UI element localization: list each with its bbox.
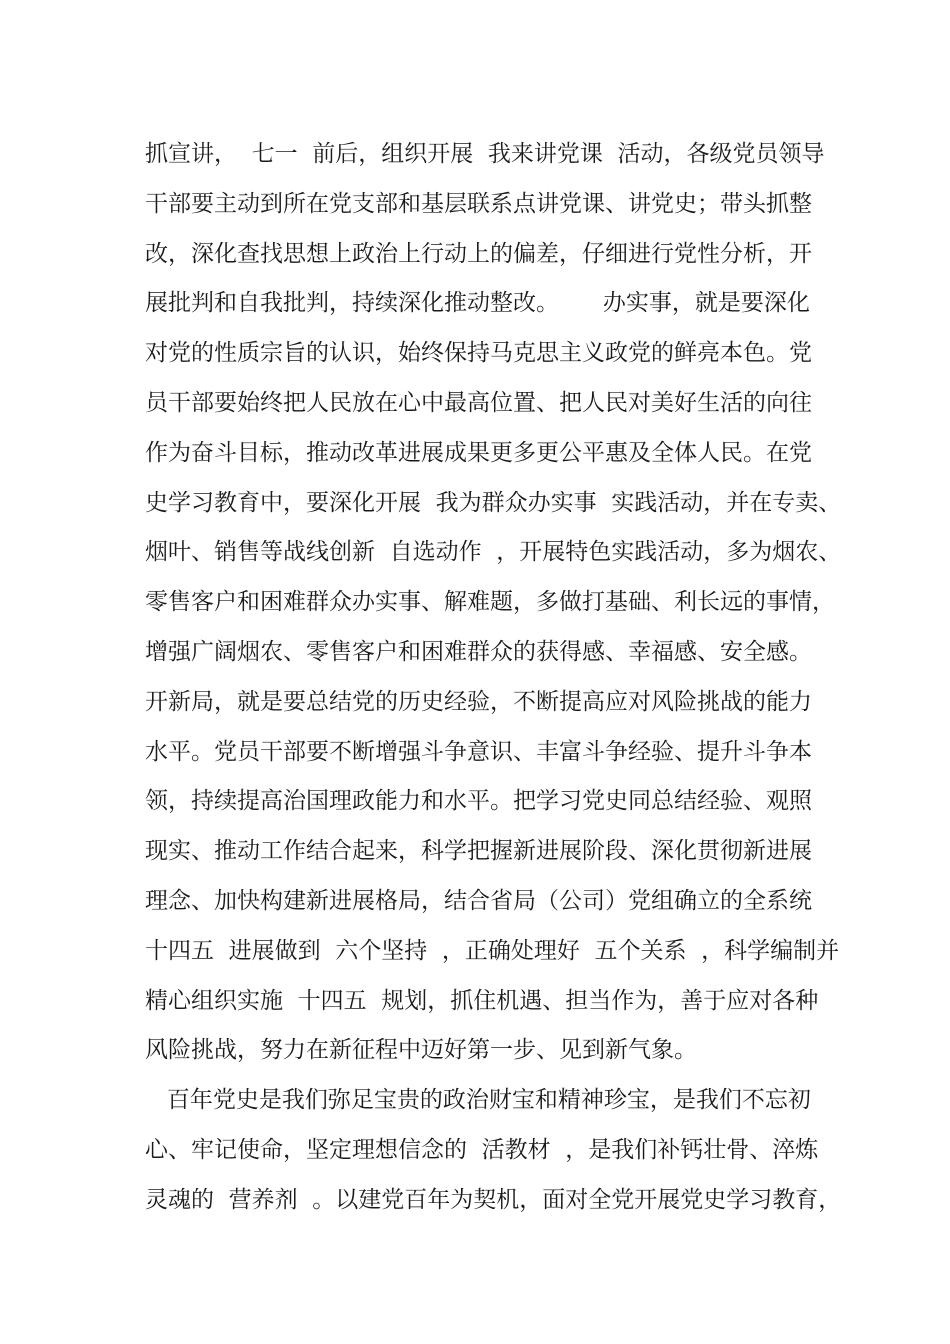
text-line: 风险挑战，努力在新征程中迈好第一步、见到新气象。	[145, 1037, 697, 1064]
body-text	[145, 130, 845, 1226]
text-line: 改，深化查找思想上政治上行动上的偏差，仔细进行党性分析，开	[145, 240, 812, 267]
text-line: 员干部要始终把人民放在心中最高位置、把人民对美好生活的向往	[145, 389, 812, 416]
text-line: 十四五 进展做到 六个坚持 ，正确处理好 五个关系 ，科学编制并	[145, 937, 840, 964]
text-line: 干部要主动到所在党支部和基层联系点讲党课、讲党史；带头抓整	[145, 190, 812, 217]
text-line: 抓宣讲， 七一 前后，组织开展 我来讲党课 活动，各级党员领导	[145, 141, 825, 167]
text-line: 对党的性质宗旨的认识，始终保持马克思主义政党的鲜亮本色。党	[145, 340, 812, 367]
text-line: 领，持续提高治国理政能力和水平。把学习党史同总结经验、观照	[145, 788, 812, 815]
text-line: 理念、加快构建新进展格局，结合省局（公司）党组确立的全系统	[145, 887, 812, 914]
text-line: 水平。党员干部要不断增强斗争意识、丰富斗争经验、提升斗争本	[145, 738, 812, 765]
text-line: 作为奋斗目标，推动改革进展成果更多更公平惠及全体人民。在党	[145, 439, 812, 466]
text-line: 烟叶、销售等战线创新 自选动作 ，开展特色实践活动，多为烟农、	[145, 539, 842, 566]
text-line: 史学习教育中，要深化开展 我为群众办实事 实践活动，并在专卖、	[145, 489, 842, 516]
text-line: 展批判和自我批判，持续深化推动整改。 办实事，就是要深化	[145, 290, 810, 317]
text-line: 心、牢记使命，坚定理想信念的 活教材 ，是我们补钙壮骨、淬炼	[145, 1136, 819, 1163]
text-line: 增强广阔烟农、零售客户和困难群众的获得感、幸福感、安全感。	[145, 638, 812, 665]
text-line: 灵魂的 营养剂 。以建党百年为契机，面对全党开展党史学习教育，	[145, 1186, 842, 1213]
text-line: 零售客户和困难群众办实事、解难题，多做打基础、利长远的事情，	[145, 589, 835, 616]
text-line: 开新局，就是要总结党的历史经验，不断提高应对风险挑战的能力	[145, 688, 812, 715]
text-line: 精心组织实施 十四五 规划，抓住机遇、担当作为，善于应对各种	[145, 987, 819, 1014]
text-line: 百年党史是我们弥足宝贵的政治财宝和精神珍宝，是我们不忘初	[145, 1087, 811, 1114]
text-line: 现实、推动工作结合起来，科学把握新进展阶段、深化贯彻新进展	[145, 838, 812, 865]
